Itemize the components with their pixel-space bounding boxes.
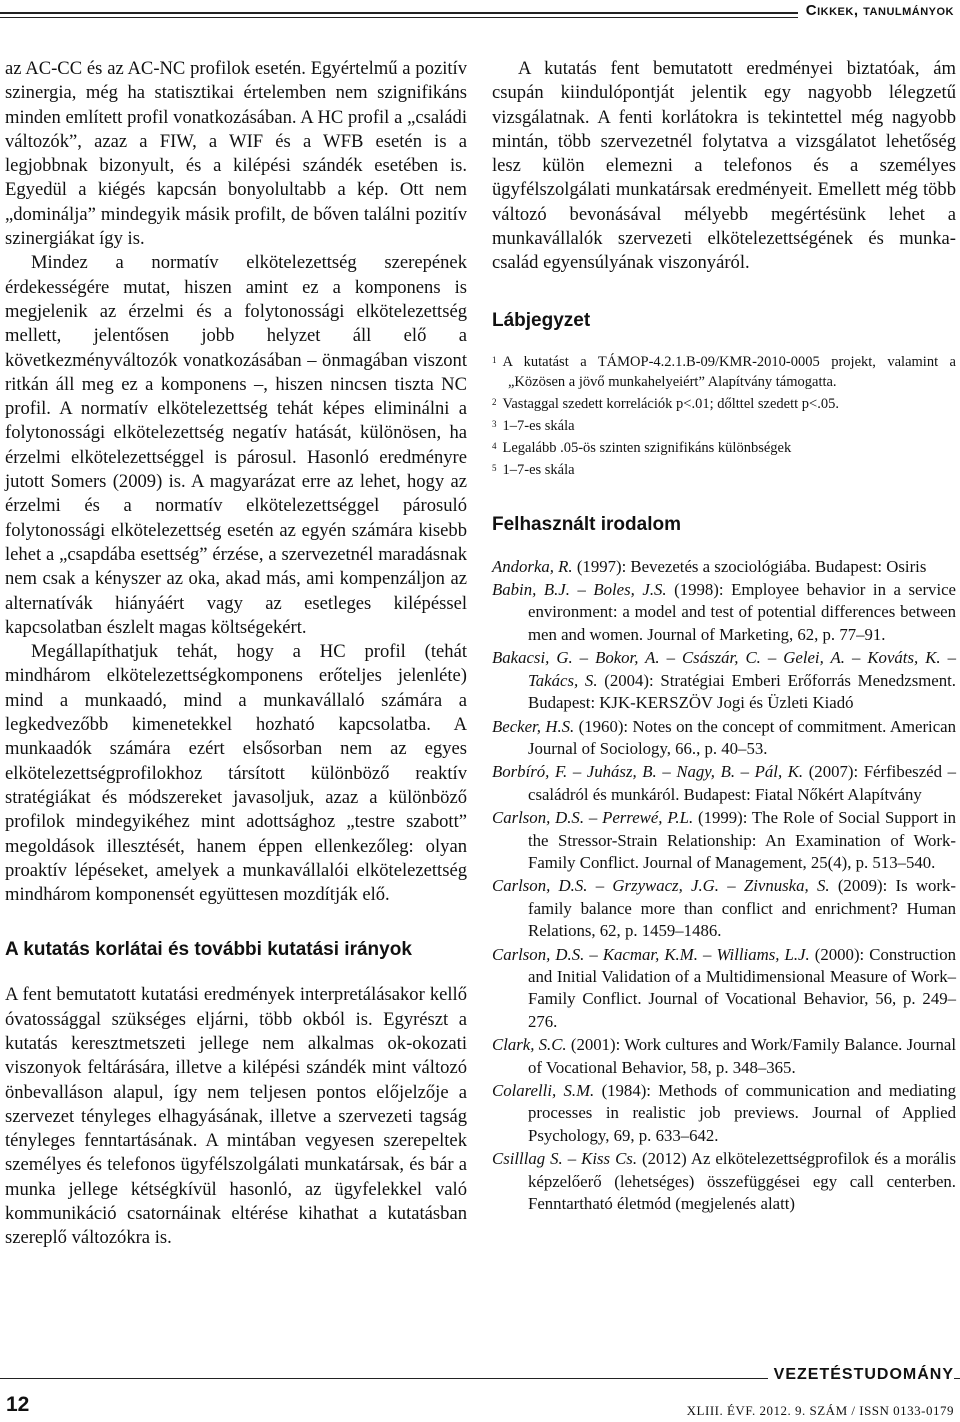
footnotes-heading: Lábjegyzet [492, 309, 591, 331]
body-paragraph: az AC-CC és az AC-NC profilok esetén. Egyértelmű a pozitív szinergia, még ha statisztikai értelemben nem szignifikáns minden említett profil vonatkozásában. A HC profil a „családi változók”, azaz a FIW, a WIF és a WFB esetén is a legjobbnak bizonyult, és a kilépési szándék esetében is. Egyedül a kiégés kapcsán bonyolultabb a kép. Ott nem „dominálja” mindegyik másik profilt, de bőven találni pozitív szinergiákat így is. [5, 58, 467, 250]
references-heading: Felhasznált irodalom [492, 513, 681, 535]
reference-item [492, 579, 956, 646]
reference-authors: Carlson, D.S. – Kacmar, K.M. – Williams, L.J. [492, 944, 810, 964]
reference-authors: Colarelli, S.M. [492, 1081, 595, 1101]
reference-item [492, 761, 956, 806]
reference-item [492, 1148, 956, 1215]
reference-item [492, 1080, 956, 1147]
footnotes-list [492, 352, 956, 480]
reference-text: (1999): The Role of Social Support in the Stressor-Strain Relationship: An Examination of Work-Family Conflict. Journal of Management, 25(4), p. 513–540. [528, 808, 957, 872]
reference-text: (2004): Stratégiai Emberi Erőforrás Menedzsment. Budapest: KJK-KERSZÖV Jogi és Üzleti Kiadó [528, 670, 956, 713]
reference-text: (1997): Bevezetés a szociológiába. Budapest: Osiris [572, 556, 927, 576]
footnote-text: Legalább .05-ös szinten szignifikáns különbségek [502, 439, 792, 456]
journal-name: VEZETÉSTUDOMÁNY [768, 1366, 954, 1384]
references-list [492, 556, 956, 1216]
footnote [492, 416, 956, 436]
footnote-number: 4 [492, 440, 497, 451]
reference-authors: Andorka, R. [492, 556, 573, 576]
reference-item [492, 556, 956, 578]
reference-authors: Csilllag S. – Kiss Cs. [492, 1149, 638, 1169]
body-paragraph: Mindez a normatív elkötelezettség szerepének érdekességére mutat, hiszen amint ez a komponens is megjelenik az érzelmi és a folytonossági elkötelezettség mellett, jelentősen jobb helyzet áll elő a következményváltozók vonatkozásában – önmagában viszont ritkán áll meg ez a komponens –, hiszen nincsen tiszta NC profil. A normatív elkötelezettség tehát képes eliminálni a folytonossági elkötelezettség negatív hatását, különösen, ha érzelmi elkötelezettséggel is párosul. Hasonló eredményre jutott Somers (2009) is. A magyarázat erre az lehet, hogy az érzelmi és a normatív elkötelezettséggel párosuló folytonossági elkötelezettség esetén az egyén számára kisebb lehet a „csapdába esettség” érzése, a szervezetnél maradásnak nem csak a kényszer az oka, akad más, ami kompenzáljon az alternatívák hiányáért vagy az esetleges kilépéssel kapcsolatban észlelt magas költségekért. [5, 252, 467, 638]
footnote-number: 5 [492, 462, 497, 473]
footnote-number: 2 [492, 396, 497, 407]
reference-item [492, 875, 956, 942]
reference-text: (2000): Construction and Initial Validation of a Multidimensional Measure of Work–Family Conflict. Journal of Vocational Behavior, 56, p. 249–276. [528, 944, 956, 1031]
reference-text: (2007): Férfibeszéd – családról és munkáról. Budapest: Fiatal Nőkért Alapítvány [528, 762, 956, 804]
footnote-number: 1 [492, 354, 497, 365]
reference-authors: Borbíró, F. – Juhász, B. – Nagy, B. – Pál, K. [492, 762, 804, 782]
reference-item [492, 1034, 956, 1079]
right-column [492, 57, 956, 1216]
reference-authors: Babin, B.J. – Boles, J.S. [492, 580, 667, 600]
footnote-text: Vastaggal szedett korrelációk p<.01; dőlttel szedett p<.05. [502, 395, 839, 412]
reference-text: (1984): Methods of communication and mediating processes in realistic job previews. Journal of Applied Psychology, 69, p. 633–642. [528, 1081, 956, 1145]
footnote-text: A kutatást a TÁMOP-4.2.1.B-09/KMR-2010-0005 projekt, valamint a „Közösen a jövő munkahelyeiért” Alapítvány támogatta. [502, 353, 956, 390]
body-paragraph: Megállapíthatjuk tehát, hogy a HC profil (tehát mindhárom elkötelezettségkomponens erőteljes jelenléte) mind a munkaadó, mind a munkavállaló számára a legkedvezőbb kimenetekkel hozható kapcsolatba. A munkaadók számára ezért elsősorban nem az egyes elkötelezettségprofilokhoz társított különböző reaktív stratégiákat és módszereket javasoljuk, azaz a különböző profilok mindegyikéhez mint adottsághoz „testre szabott” megoldások illesztését, hanem éppen ellenkezőleg: olyan proaktív lépéseket, amelyek a munkavállalói elkötelezettség mindhárom komponensét együttesen mozdítják elő. [5, 641, 467, 906]
reference-text: (2009): Is work-family balance more than conflict and enrichment? Human Relations, 62, p. 1459–1486. [528, 876, 956, 941]
footnote [492, 352, 956, 392]
reference-authors: Clark, S.C. [492, 1035, 567, 1055]
reference-text: (1998): Employee behavior in a service environment: a model and test of potential differences between men and women. Journal of Marketing, 62, p. 77–91. [528, 580, 957, 644]
footnote [492, 394, 956, 414]
reference-text: (2012) Az elkötelezettségprofilok és a morális képzelőerő (lehetséges) összefüggései egy call centerben. Fenntartható életmód (megjelenés alatt) [528, 1149, 956, 1214]
body-paragraph: A kutatás fent bemutatott eredményei biztatóak, ám csupán kiindulópontját jelentik egy nagyobb lélegzetű vizsgálatnak. A fenti korlátokra is tekintettel még nagyobb mintán, több szervezetnél folytatva a vizsgálatot lehetőség lesz külön elemezni a telefonos és a személyes ügyfélszolgálati munkatársak eredményeit. Emellett még több változó bevonásával mélyebb megértésünk lehet a munkavállalók szervezeti elkötelezettségének és munka-család egyensúlyának viszonyáról. [492, 58, 956, 274]
footnote-number: 3 [492, 418, 497, 429]
reference-authors: Becker, H.S. [492, 716, 575, 736]
footnote [492, 438, 956, 458]
reference-authors: Carlson, D.S. – Grzywacz, J.G. – Zivnuska, S. [492, 876, 830, 896]
footnote [492, 460, 956, 480]
section-title: Cikkek, tanulmányok [798, 2, 960, 19]
page-header [0, 0, 960, 26]
section-heading: A kutatás korlátai és további kutatási irányok [5, 939, 412, 961]
footnote-text: 1–7-es skála [502, 461, 575, 478]
reference-text: (2001): Work cultures and Work/Family Balance. Journal of Vocational Behavior, 58, p. 348–365. [528, 1035, 957, 1077]
footnote-text: 1–7-es skála [502, 417, 575, 434]
reference-item [492, 944, 956, 1034]
reference-authors: Bakacsi, G. – Bokor, A. – Császár, C. – Gelei, A. – Kováts, K. – Takács, S. [492, 648, 956, 690]
issue-info: XLIII. ÉVF. 2012. 9. SZÁM / ISSN 0133-0179 [686, 1403, 954, 1418]
reference-item [492, 716, 956, 761]
reference-item [492, 647, 956, 714]
reference-text: (1960): Notes on the concept of commitment. American Journal of Sociology, 66., p. 40–53. [528, 716, 956, 758]
left-column [5, 57, 467, 1251]
reference-authors: Carlson, D.S. – Perrewé, P.L. [492, 808, 694, 828]
body-paragraph: A fent bemutatott kutatási eredmények interpretálásakor kellő óvatossággal szükséges eljárni, több okból is. Egyrészt a kutatás keresztmetszeti jellege nem alkalmas ok-okozati viszonyok feltárására, illetve a kilépési szándék mint változó önbevalláson alapul, így nem teljesen pontos előjelzője a szervezet tényleges elhagyásának, illetve a szervezeti tagság tényleges fenntartásának. A mintában vegyesen szerepeltek személyes és telefonos ügyfélszolgálati munkatársak, és bár a munka jellege kétségkívül hasonló, az ügyfelekkel való kommunikáció csatornáinak eltérése kihathat a kutatásban szereplő változókra is. [5, 984, 467, 1249]
reference-item [492, 807, 956, 874]
page-number: 12 [6, 1393, 30, 1416]
